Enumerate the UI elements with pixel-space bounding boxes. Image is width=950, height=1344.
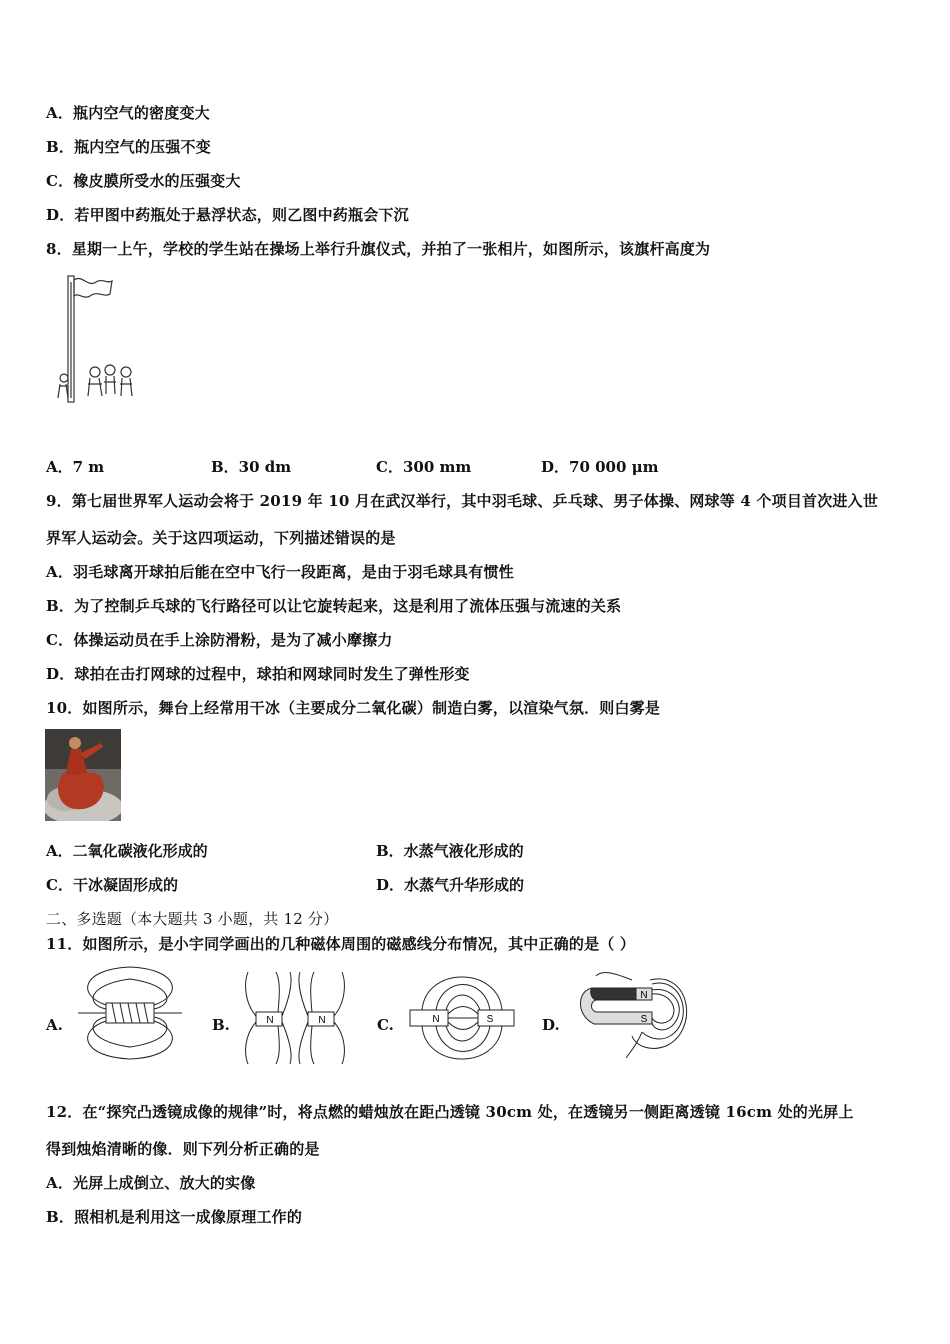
magnet-c-right-letter: S [486, 1014, 494, 1025]
q9-option-b: B．为了控制乒乓球的飞行路径可以让它旋转起来，这是利用了流体压强与流速的关系 [46, 597, 622, 615]
q9-option-c: C．体操运动员在手上涂防滑粉，是为了减小摩擦力 [46, 631, 393, 649]
magnet-diagram-a [76, 965, 184, 1061]
q9-option-d: D．球拍在击打网球的过程中，球拍和网球同时发生了弹性形变 [46, 665, 470, 683]
magnet-diagram-c [406, 972, 518, 1064]
q12-stem-line2: 得到烛焰清晰的像．则下列分析正确的是 [46, 1140, 320, 1158]
q9-option-a: A．羽毛球离开球拍后能在空中飞行一段距离，是由于羽毛球具有惯性 [46, 563, 514, 581]
magnet-b-left-letter: N [266, 1015, 274, 1026]
q8-option-b: B．30 dm [211, 458, 292, 476]
q11-label-b: B. [212, 1016, 230, 1034]
q10-option-d: D．水蒸气升华形成的 [376, 876, 525, 894]
q7-option-b: B．瓶内空气的压强不变 [46, 138, 211, 156]
q10-option-a: A．二氧化碳液化形成的 [46, 842, 208, 860]
stage-dancer-photo [45, 729, 121, 821]
q11-label-c: C. [377, 1016, 394, 1034]
magnet-diagram-b [240, 972, 350, 1064]
q8-option-a: A．7 m [46, 458, 105, 476]
q10-option-c: C．干冰凝固形成的 [46, 876, 178, 894]
q10-stem: 10．如图所示，舞台上经常用干冰（主要成分二氧化碳）制造白雾，以渲染气氛．则白雾是 [46, 699, 661, 717]
q7-option-d: D．若甲图中药瓶处于悬浮状态，则乙图中药瓶会下沉 [46, 206, 409, 224]
magnet-b-right-letter: N [318, 1015, 326, 1026]
magnet-c-left-letter: N [432, 1014, 440, 1025]
magnet-diagram-d [572, 970, 692, 1066]
q11-stem: 11．如图所示，是小宇同学画出的几种磁体周围的磁感线分布情况，其中正确的是（ ） [46, 935, 636, 953]
q12-option-b: B．照相机是利用这一成像原理工作的 [46, 1208, 303, 1226]
q8-option-c: C．300 mm [376, 458, 472, 476]
flagpole-students-figure [52, 272, 147, 407]
q10-option-b: B．水蒸气液化形成的 [376, 842, 524, 860]
q7-option-a: A．瓶内空气的密度变大 [46, 104, 210, 122]
q9-stem-line1: 9．第七届世界军人运动会将于 2019 年 10 月在武汉举行，其中羽毛球、乒乓球、男子体操、网球等 4 个项目首次进入世 [46, 492, 879, 510]
q12-option-a: A．光屏上成倒立、放大的实像 [46, 1174, 256, 1192]
q8-stem: 8．星期一上午，学校的学生站在操场上举行升旗仪式，并拍了一张相片，如图所示，该旗杆高度为 [46, 240, 711, 258]
section-2-title: 二、多选题（本大题共 3 小题，共 12 分） [46, 910, 339, 928]
magnet-d-top-letter: N [640, 990, 648, 1001]
q9-stem-line2: 界军人运动会。关于这四项运动，下列描述错误的是 [46, 529, 396, 547]
q11-label-a: A. [46, 1016, 63, 1034]
q8-option-d: D．70 000 μm [541, 458, 659, 476]
magnet-d-bottom-letter: S [640, 1014, 648, 1025]
q11-label-d: D. [542, 1016, 560, 1034]
q12-stem-line1: 12．在“探究凸透镜成像的规律”时，将点燃的蜡烛放在距凸透镜 30cm 处，在透镜另一侧距离透镜 16cm 处的光屏上 [46, 1103, 854, 1121]
q7-option-c: C．橡皮膜所受水的压强变大 [46, 172, 241, 190]
